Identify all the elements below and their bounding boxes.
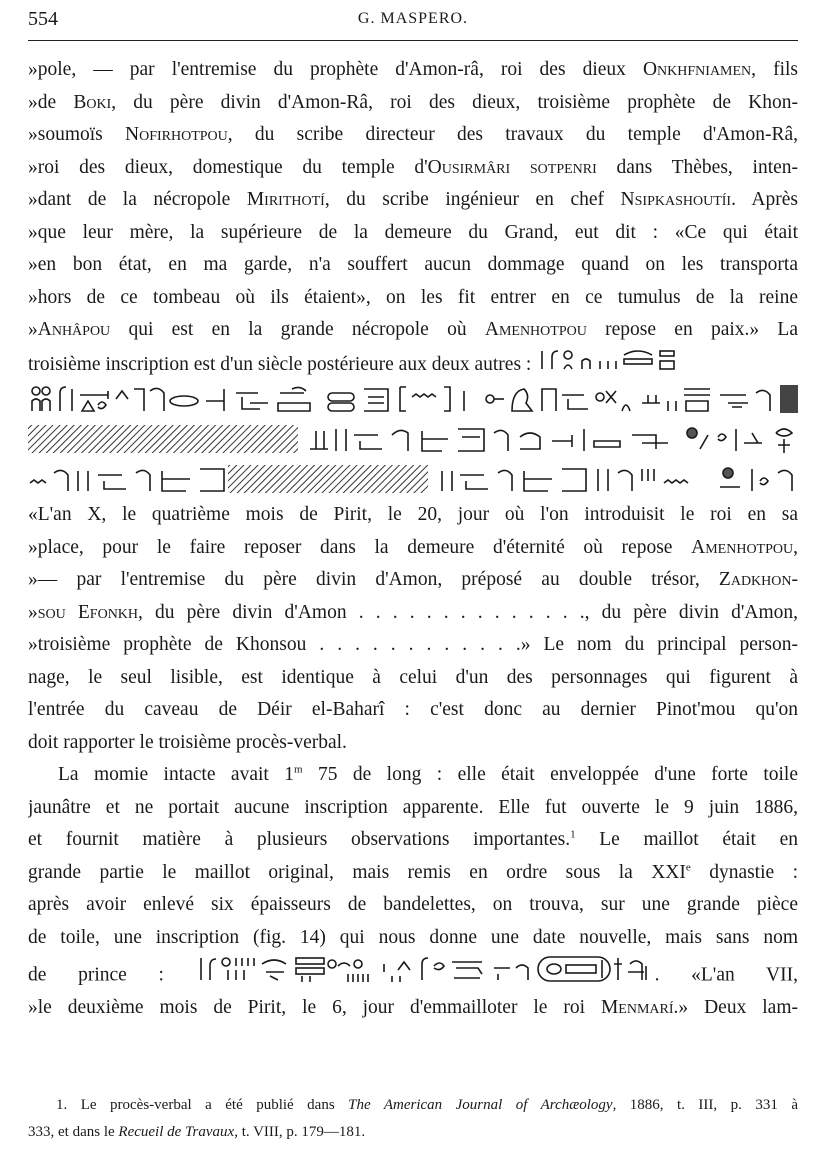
text-line: »roi des dieux, domestique du temple d'Ousirmâri sotpenri dans Thèbes, inten- [28, 156, 798, 178]
text-line: »hors de ce tombeau où ils étaient», on les fit entrer en ce tumulus de la reine [28, 286, 798, 308]
header-rule [28, 40, 798, 41]
text-line: nage, le seul lisible, est identique à celui d'un des personnages qui figurent à [28, 666, 798, 688]
text-line: »place, pour le faire reposer dans la demeure d'éternité où repose Amenhotpou, [28, 536, 798, 558]
text-line: l'entrée du caveau de Déir el-Baharî : c'est donc au dernier Pinot'mou qu'on [28, 699, 798, 720]
hieroglyph-line [28, 379, 798, 419]
running-title: G. MASPERO. [357, 10, 469, 27]
text-line: La momie intacte avait 1$^m$ 75 de long : elle était enveloppée d'une forte toile [58, 763, 798, 785]
text-line: grande partie le maillot original, mais remis en ordre sous la XXIe dynastie : [28, 861, 798, 883]
text-line: après avoir enlevé six épaisseurs de bandelettes, on trouva, sur une grande pièce [28, 894, 798, 915]
text-line: de prince : . «L'an VII, [28, 954, 798, 992]
text-line: »que leur mère, la supérieure de la demeure du Grand, eut dit : «Ce qui était [28, 221, 798, 243]
footnote-line: 1. Le procès-verbal a été publié dans The American Journal of Archæology, 1886, t. III, p. 331 à [56, 1097, 798, 1113]
text-line: »— par l'entremise du père divin d'Amon, préposé au double trésor, Zadkhon- [28, 569, 798, 590]
page-number: 554 [28, 8, 58, 30]
text-line: »soumoïs Nofirhotpou, du scribe directeur des travaux du temple d'Amon-Râ, [28, 124, 798, 145]
text-line: »de Boki, du père divin d'Amon-Râ, roi des dieux, troisième prophète de Khon- [28, 91, 798, 113]
footnote-ref: 1 [570, 828, 576, 841]
page-header [28, 8, 798, 32]
text-line: et fournit matière à plusieurs observations importantes.$^1$ Le maillot était en [28, 828, 798, 850]
text-line: »le deuxième mois de Pirit, le 6, jour d'emmailloter le roi Menmarí.» Deux lam- [28, 997, 798, 1018]
hieroglyph-inscription-2 [28, 421, 798, 457]
text-line: «L'an X, le quatrième mois de Pirit, le 20, jour où l'on introduisit le roi en sa [28, 504, 798, 525]
text-line: de toile, une inscription (fig. 14) qui nous donne une date nouvelle, mais sans nom [28, 926, 798, 948]
text-line: troisième inscription est d'un siècle postérieure aux deux autres : [28, 347, 798, 380]
footnote-line: 333, et dans le Recueil de Travaux, t. VIII, p. 179—181. [28, 1124, 366, 1140]
text-line: »Anhâpou qui est en la grande nécropole où Amenhotpou repose en paix.» La [28, 319, 798, 340]
main-text [28, 54, 798, 1025]
hieroglyph-group-inline [538, 347, 678, 380]
text-line: doit rapporter le troisième procès-verbal. [28, 731, 347, 753]
hieroglyph-line [28, 459, 798, 499]
text-line: »pole, — par l'entremise du prophète d'Amon-râ, roi des dieux Onkhfniamen, fils [28, 59, 798, 80]
text-line: »dant de la nécropole Mirithotí, du scribe ingénieur en chef Nsipkashoutíi. Après [28, 189, 798, 210]
text-line: »sou Efonkh, du père divin d'Amon . . . . . . . . . . . . . ., du père divin d'Amon, [28, 601, 798, 623]
footnotes [28, 1092, 798, 1146]
text-line: »en bon état, en ma garde, n'a souffert aucun dommage quand on les transporta [28, 254, 798, 275]
hieroglyph-group-inline [198, 954, 653, 992]
text-line: jaunâtre et ne portait aucune inscription apparente. Elle fut ouverte le 9 juin 1886, [28, 796, 798, 818]
text-line: »troisième prophète de Khonsou . . . . . . . . . . . .» Le nom du principal person- [28, 634, 798, 655]
book-page [28, 0, 798, 1152]
hieroglyph-inscription-1 [28, 381, 798, 417]
hieroglyph-inscription-3 [28, 461, 798, 497]
hieroglyph-line [28, 419, 798, 459]
